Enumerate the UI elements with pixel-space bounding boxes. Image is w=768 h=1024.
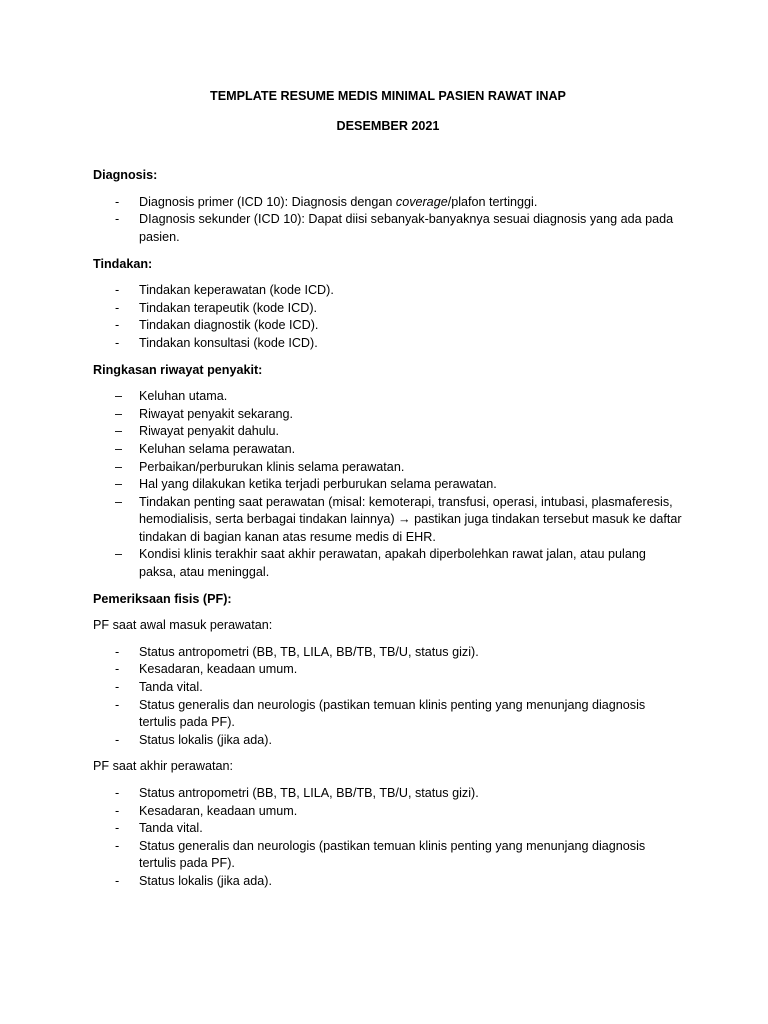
- list-marker: –: [115, 389, 123, 404]
- list-item: [93, 459, 683, 477]
- list-marker: -: [115, 732, 120, 747]
- list-item: [93, 406, 683, 424]
- list-marker: -: [115, 283, 120, 298]
- pf-awal-label: PF saat awal masuk perawatan:: [93, 618, 273, 633]
- list-item: [93, 194, 683, 212]
- pf-awal-list: [93, 644, 683, 750]
- document-subtitle: DESEMBER 2021: [336, 118, 440, 133]
- diagnosis-sekunder-text: DIagnosis sekunder (ICD 10): Dapat diisi sebanyak-banyaknya sesuai diagnosis yang ada pada pasien.: [139, 212, 674, 244]
- list-item: [93, 335, 683, 353]
- pf-akhir-list: [93, 785, 683, 891]
- text-segment: Diagnosis primer (ICD 10): Diagnosis dengan: [139, 194, 396, 209]
- list-item-text: Keluhan selama perawatan.: [139, 441, 296, 456]
- list-item-text: Hal yang dilakukan ketika terjadi perburukan selama perawatan.: [139, 477, 497, 492]
- list-item-text: Riwayat penyakit sekarang.: [139, 406, 294, 421]
- document-content: [93, 88, 683, 891]
- list-item-text: Riwayat penyakit dahulu.: [139, 424, 280, 439]
- list-item: [93, 732, 683, 750]
- diagnosis-heading: Diagnosis:: [93, 168, 158, 183]
- document-title: TEMPLATE RESUME MEDIS MINIMAL PASIEN RAWAT INAP: [210, 89, 566, 103]
- list-marker: -: [115, 335, 120, 350]
- ringkasan-heading: Ringkasan riwayat penyakit:: [93, 362, 263, 377]
- diagnosis-list: [93, 194, 683, 247]
- list-item: [93, 317, 683, 335]
- list-item-text: Status antropometri (BB, TB, LILA, BB/TB, TB/U, status gizi).: [139, 786, 479, 800]
- list-marker: -: [115, 644, 120, 659]
- diagnosis-primer-text: [139, 195, 537, 209]
- list-marker: –: [115, 477, 123, 492]
- list-item: [93, 838, 683, 873]
- list-item: [93, 282, 683, 300]
- list-item: [93, 820, 683, 838]
- list-item: [93, 873, 683, 891]
- list-marker: -: [115, 318, 120, 333]
- list-item: [93, 785, 683, 803]
- list-item: [93, 679, 683, 697]
- list-item-text: Status generalis dan neurologis (pastikan temuan klinis penting yang menunjang diagnosis tertulis pada PF).: [139, 697, 646, 730]
- list-marker: -: [115, 300, 120, 315]
- list-marker: –: [115, 494, 123, 509]
- list-item-text: Kondisi klinis terakhir saat akhir perawatan, apakah diperbolehkan rawat jalan, atau pulang paksa, atau meninggal.: [139, 547, 646, 580]
- italic-term: coverage: [395, 194, 448, 209]
- text-segment: /plafon tertinggi.: [447, 194, 538, 209]
- list-item-text: Status generalis dan neurologis (pastikan temuan klinis penting yang menunjang diagnosis tertulis pada PF).: [139, 838, 646, 871]
- list-item: [93, 476, 683, 494]
- list-marker: -: [115, 662, 120, 677]
- list-item: [93, 300, 683, 318]
- list-marker: –: [115, 441, 123, 456]
- list-item: [93, 644, 683, 662]
- list-marker: -: [115, 194, 120, 209]
- list-item: [93, 546, 683, 581]
- list-item-text: Tindakan penting saat perawatan (misal: kemoterapi, transfusi, operasi, intubasi, plasmaferesis, hemodialisis, serta berbagai tindakan lainnya) → pastikan juga tindakan tersebut masuk ke daftar tindakan di bagian kanan atas resume medis di EHR.: [139, 494, 682, 544]
- list-item-text: Tanda vital.: [139, 680, 203, 695]
- list-item-text: Tanda vital.: [139, 821, 203, 836]
- list-item-text: Tindakan konsultasi (kode ICD).: [139, 335, 318, 350]
- list-item-text: Perbaikan/perburukan klinis selama perawatan.: [139, 459, 405, 474]
- list-marker: –: [115, 406, 123, 421]
- tindakan-list: [93, 282, 683, 352]
- list-marker: -: [115, 680, 120, 695]
- list-item: [93, 211, 683, 246]
- list-item: [93, 441, 683, 459]
- list-marker: –: [115, 424, 123, 439]
- list-item-text: Status antropometri (BB, TB, LILA, BB/TB, TB/U, status gizi).: [139, 644, 479, 659]
- list-marker: –: [115, 459, 123, 474]
- list-item-text: Tindakan keperawatan (kode ICD).: [139, 283, 334, 298]
- list-marker: -: [115, 212, 120, 227]
- list-marker: -: [115, 838, 120, 853]
- list-item: [93, 697, 683, 732]
- list-marker: -: [115, 821, 120, 836]
- pf-akhir-label: PF saat akhir perawatan:: [93, 759, 234, 774]
- ringkasan-list: [93, 388, 683, 582]
- pemeriksaan-heading: Pemeriksaan fisis (PF):: [93, 591, 232, 606]
- list-item: [93, 803, 683, 821]
- list-marker: -: [115, 873, 120, 888]
- list-item-text: Kesadaran, keadaan umum.: [139, 803, 298, 818]
- list-marker: -: [115, 803, 120, 818]
- list-marker: –: [115, 547, 123, 562]
- list-marker: -: [115, 697, 120, 712]
- list-item-text: Keluhan utama.: [139, 389, 228, 404]
- tindakan-heading: Tindakan:: [93, 256, 153, 271]
- list-item: [93, 661, 683, 679]
- list-item-text: Status lokalis (jika ada).: [139, 873, 272, 888]
- list-marker: -: [115, 786, 120, 800]
- list-item-text: Status lokalis (jika ada).: [139, 732, 272, 747]
- list-item: [93, 494, 683, 547]
- list-item: [93, 423, 683, 441]
- list-item-text: Kesadaran, keadaan umum.: [139, 662, 298, 677]
- list-item-text: Tindakan terapeutik (kode ICD).: [139, 300, 318, 315]
- list-item: [93, 388, 683, 406]
- list-item-text: Tindakan diagnostik (kode ICD).: [139, 318, 319, 333]
